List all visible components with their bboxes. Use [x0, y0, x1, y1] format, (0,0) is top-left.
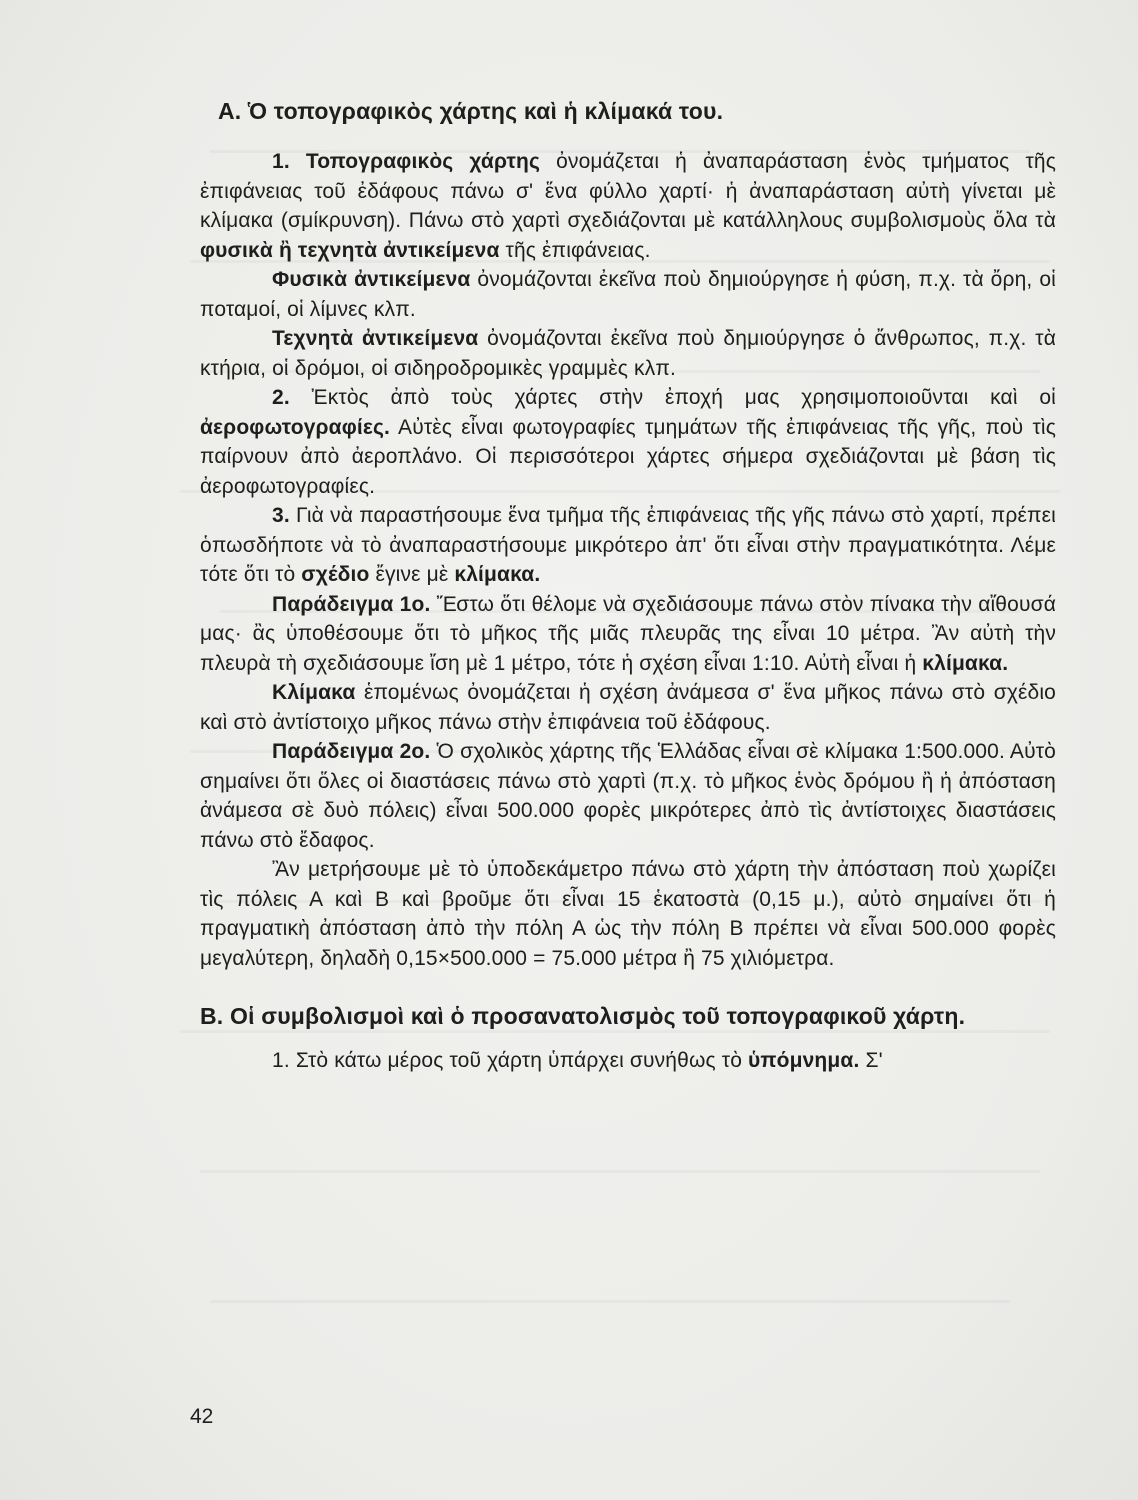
term-legend: ὑπόμνημα.: [748, 1049, 860, 1072]
paragraph-example-2: Παράδειγμα 2ο. Ὁ σχολικὸς χάρτης τῆς Ἑλλάδας εἶναι σὲ κλίμακα 1:500.000. Αὐτὸ σημαίνει ὅτι ὅλες οἱ διαστάσεις πάνω στὸ χαρτὶ (π.χ. τὸ μῆκος ἑνὸς δρόμου ἢ ἡ ἀπόσταση ἀνάμεσα σὲ δυὸ πόλεις) εἶναι 500.000 φορὲς μικρότερες ἀπὸ τὶς ἀντίστοιχες διαστάσεις πάνω στὸ ἔδαφος.: [200, 740, 1056, 852]
paragraph-legend: 1. Στὸ κάτω μέρος τοῦ χάρτη ὑπάρχει συνήθως τὸ ὑπόμνημα. Σ': [272, 1049, 883, 1072]
paragraph-scale-definition: Κλίμακα ἑπομένως ὀνομάζεται ἡ σχέση ἀνάμεσα σ' ἕνα μῆκος πάνω στὸ σχέδιο καὶ στὸ ἀντίστοιχο μῆκος πάνω στὴν ἐπιφάνεια τοῦ ἐδάφους.: [200, 681, 1056, 734]
term-aerial-photos: ἀεροφωτογραφίες.: [200, 415, 391, 439]
term-artificial-objects: Τεχνητὰ ἀντικείμενα: [272, 327, 479, 350]
page-number: 42: [190, 1405, 214, 1428]
term-topographic-map: 1. Τοπογραφικὸς χάρτης: [272, 150, 541, 173]
term-drawing: σχέδιο: [301, 563, 370, 586]
paragraph-number-3: 3.: [272, 504, 290, 527]
paragraph-aerial-photos: 2. Ἐκτὸς ἀπὸ τοὺς χάρτες στὴν ἐποχή μας χρησιμοποιοῦνται καὶ οἱ ἀεροφωτογραφίες. Αὐτὲς εἶναι φωτογραφίες τμημάτων τῆς ἐπιφάνειας τῆς γῆς, ποὺ τὶς παίρνουν ἀπὸ ἀεροπλάνο. Οἱ περισσότεροι χάρτες σήμερα σχεδιάζονται μὲ βάση τὶς ἀεροφωτογραφίες.: [200, 386, 1056, 498]
section-b-heading: Β. Οἱ συμβολισμοὶ καὶ ὁ προσανατολισμὸς τοῦ τοπογραφικοῦ χάρτη.: [200, 1003, 966, 1029]
page-body: [200, 98, 1056, 1076]
paragraph-number-2: 2.: [272, 386, 290, 409]
term-scale: κλίμακα.: [454, 563, 541, 586]
term-scale-2: κλίμακα.: [922, 651, 1009, 675]
paragraph-natural-objects: Φυσικὰ ἀντικείμενα ὀνομάζονται ἐκεῖνα ποὺ δημιούργησε ἡ φύση, π.χ. τὰ ὄρη, οἱ ποταμοί, οἱ λίμνες κλπ.: [200, 268, 1056, 321]
paragraph-topographic-map: 1. Τοπογραφικὸς χάρτης ὀνομάζεται ἡ ἀναπαράσταση ἑνὸς τμήματος τῆς ἐπιφάνειας τοῦ ἐδάφους πάνω σ' ἕνα φύλλο χαρτί· ἡ ἀναπαράσταση αὐτὴ γίνεται μὲ κλίμακα (σμίκρυνση). Πάνω στὸ χαρτὶ σχεδιάζονται μὲ κατάλληλους συμβολισμοὺς ὅλα τὰ φυσικὰ ἢ τεχνητὰ ἀντικείμενα τῆς ἐπιφάνειας.: [200, 150, 1056, 262]
term-scale-definition: Κλίμακα: [272, 681, 356, 704]
example-1-label: Παράδειγμα 1ο.: [272, 592, 431, 616]
term-natural-or-artificial: φυσικὰ ἢ τεχνητὰ ἀντικείμενα: [200, 238, 500, 262]
term-natural-objects: Φυσικὰ ἀντικείμενα: [272, 268, 471, 291]
example-2-label: Παράδειγμα 2ο.: [272, 740, 431, 763]
paragraph-example-1: Παράδειγμα 1ο. Ἔστω ὅτι θέλομε νὰ σχεδιάσουμε πάνω στὸν πίνακα τὴν αἴθουσά μας· ἂς ὑποθέσουμε ὅτι τὸ μῆκος τῆς μιᾶς πλευρᾶς της εἶναι 10 μέτρα. Ἂν αὐτὴ τὴν πλευρὰ τὴ σχεδιάσουμε ἴση μὲ 1 μέτρο, τότε ἡ σχέση εἶναι 1:10. Αὐτὴ εἶναι ἡ κλίμακα.: [200, 592, 1056, 675]
paragraph-artificial-objects: Τεχνητὰ ἀντικείμενα ὀνομάζονται ἐκεῖνα ποὺ δημιούργησε ὁ ἄνθρωπος, π.χ. τὰ κτήρια, οἱ δρόμοι, οἱ σιδηροδρομικὲς γραμμὲς κλπ.: [200, 327, 1056, 380]
section-a-heading: Α. Ὁ τοπογραφικὸς χάρτης καὶ ἡ κλίμακά του.: [218, 98, 724, 124]
paragraph-scale-drawing: 3. Γιὰ νὰ παραστήσουμε ἕνα τμῆμα τῆς ἐπιφάνειας τῆς γῆς πάνω στὸ χαρτί, πρέπει ὁπωσδήποτε νὰ τὸ ἀναπαραστήσουμε μικρότερο ἀπ' ὅτι εἶναι στὴν πραγματικότητα. Λέμε τότε ὅτι τὸ σχέδιο ἔγινε μὲ κλίμακα.: [200, 504, 1056, 586]
paragraph-example-2-continued: Ἂν μετρήσουμε μὲ τὸ ὑποδεκάμετρο πάνω στὸ χάρτη τὴν ἀπόσταση ποὺ χωρίζει τὶς πόλεις Α καὶ Β καὶ βροῦμε ὅτι εἶναι 15 ἑκατοστὰ (0,15 μ.), αὐτὸ σημαίνει ὅτι ἡ πραγματικὴ ἀπόσταση ἀπὸ τὴν πόλη Α ὡς τὴν πόλη Β πρέπει νὰ εἶναι 500.000 φορὲς μεγαλύτερη, δηλαδὴ 0,15×500.000 = 75.000 μέτρα ἢ 75 χιλιόμετρα.: [200, 858, 1056, 970]
